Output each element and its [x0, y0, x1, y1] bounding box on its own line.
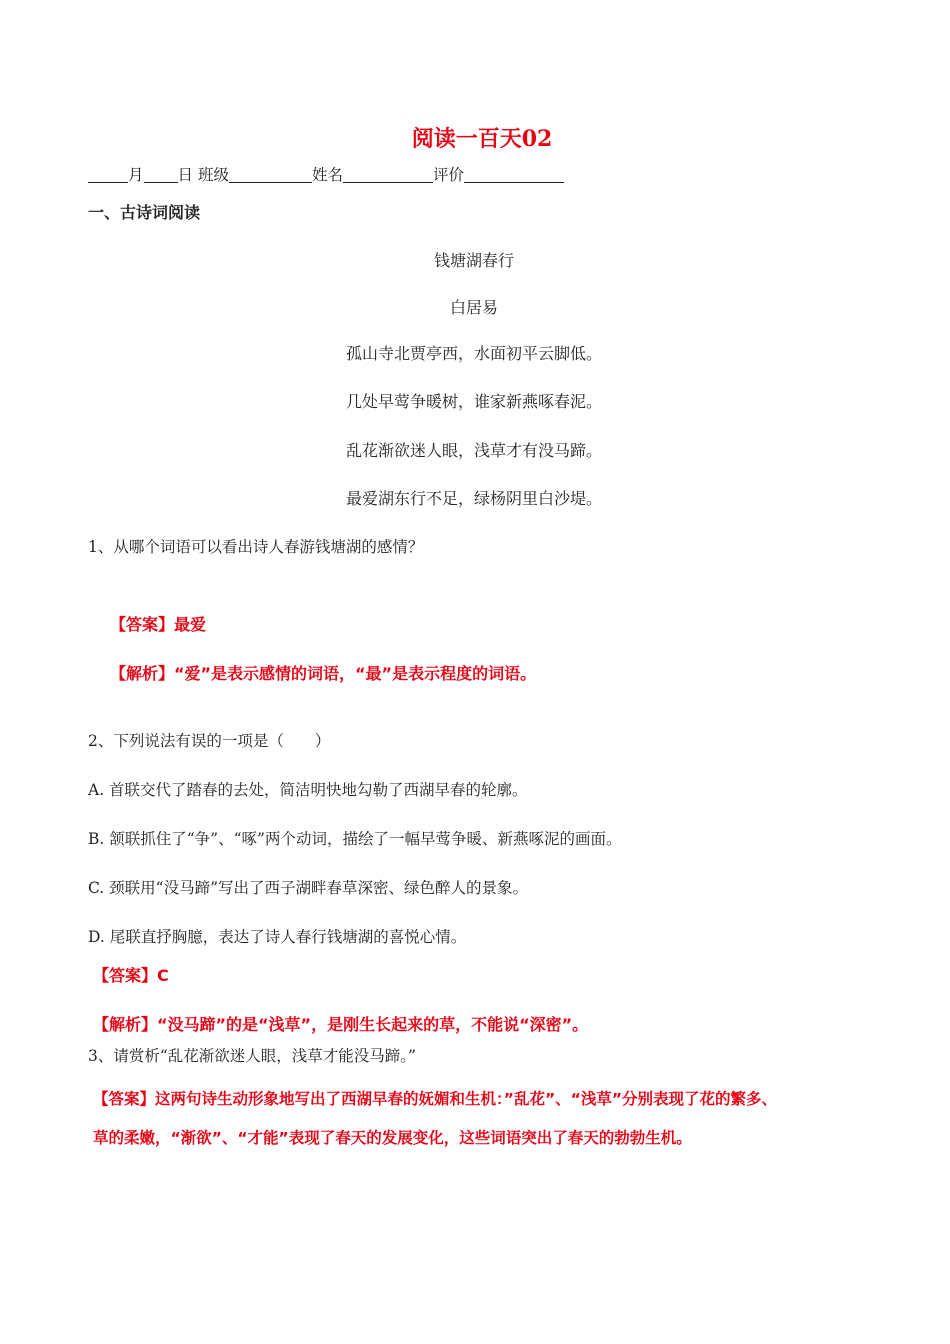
option-d: D. 尾联直抒胸臆，表达了诗人春行钱塘湖的喜悦心情。	[88, 928, 467, 946]
poem-author: 白居易	[449, 298, 498, 317]
analysis-2: 【解析】“没马蹄”的是“浅草”，是刚生长起来的草，不能说“深密”。	[93, 1015, 589, 1034]
student-info-line	[88, 163, 564, 185]
poem-line: 乱花渐欲迷人眼，浅草才有没马蹄。	[345, 441, 602, 460]
poem-title: 钱塘湖春行	[433, 251, 514, 270]
analysis-1: 【解析】“爱”是表示感情的词语，“最”是表示程度的词语。	[110, 664, 537, 683]
question-3: 3、请赏析“乱花渐欲迷人眼，浅草才能没马蹄。”	[88, 1047, 416, 1065]
poem-line: 最爱湖东行不足，绿杨阴里白沙堤。	[345, 489, 602, 508]
answer-2: 【答案】C	[93, 966, 169, 985]
name-blank	[343, 166, 433, 183]
poem-line: 孤山寺北贾亭西，水面初平云脚低。	[345, 344, 602, 363]
question-2: 2、下列说法有误的一项是（ ）	[88, 732, 331, 750]
section-heading: 一、古诗词阅读	[88, 203, 201, 222]
option-c: C. 颈联用“没马蹄”写出了西子湖畔春草深密、绿色醉人的景象。	[88, 879, 529, 897]
page-title: 阅读一百天02	[411, 126, 553, 152]
answer-3-line-2: 草的柔嫩，“渐欲”、“才能”表现了春天的发展变化，这些词语突出了春天的勃勃生机。	[93, 1129, 692, 1147]
eval-label: 评价	[433, 166, 465, 184]
question-1: 1、从哪个词语可以看出诗人春游钱塘湖的感情？	[88, 538, 424, 556]
class-label: 班级	[197, 166, 229, 184]
eval-blank	[464, 166, 564, 183]
class-blank	[229, 166, 312, 183]
day-blank	[144, 166, 178, 183]
option-b: B. 颔联抓住了“争”、“啄”两个动词，描绘了一幅早莺争暖、新燕啄泥的画面。	[88, 830, 622, 848]
answer-3-line-1: 【答案】这两句诗生动形象地写出了西湖早春的妩媚和生机：”乱花”、“浅草”分别表现了花的繁多、	[93, 1090, 778, 1108]
month-blank	[88, 166, 128, 183]
poem-line: 几处早莺争暖树，谁家新燕啄春泥。	[345, 392, 602, 411]
answer-1: 【答案】最爱	[110, 615, 207, 634]
option-a: A. 首联交代了踏春的去处，简洁明快地勾勒了西湖早春的轮廓。	[88, 781, 528, 799]
name-label: 姓名	[311, 166, 343, 184]
day-label: 日	[177, 166, 194, 184]
month-label: 月	[128, 166, 144, 184]
